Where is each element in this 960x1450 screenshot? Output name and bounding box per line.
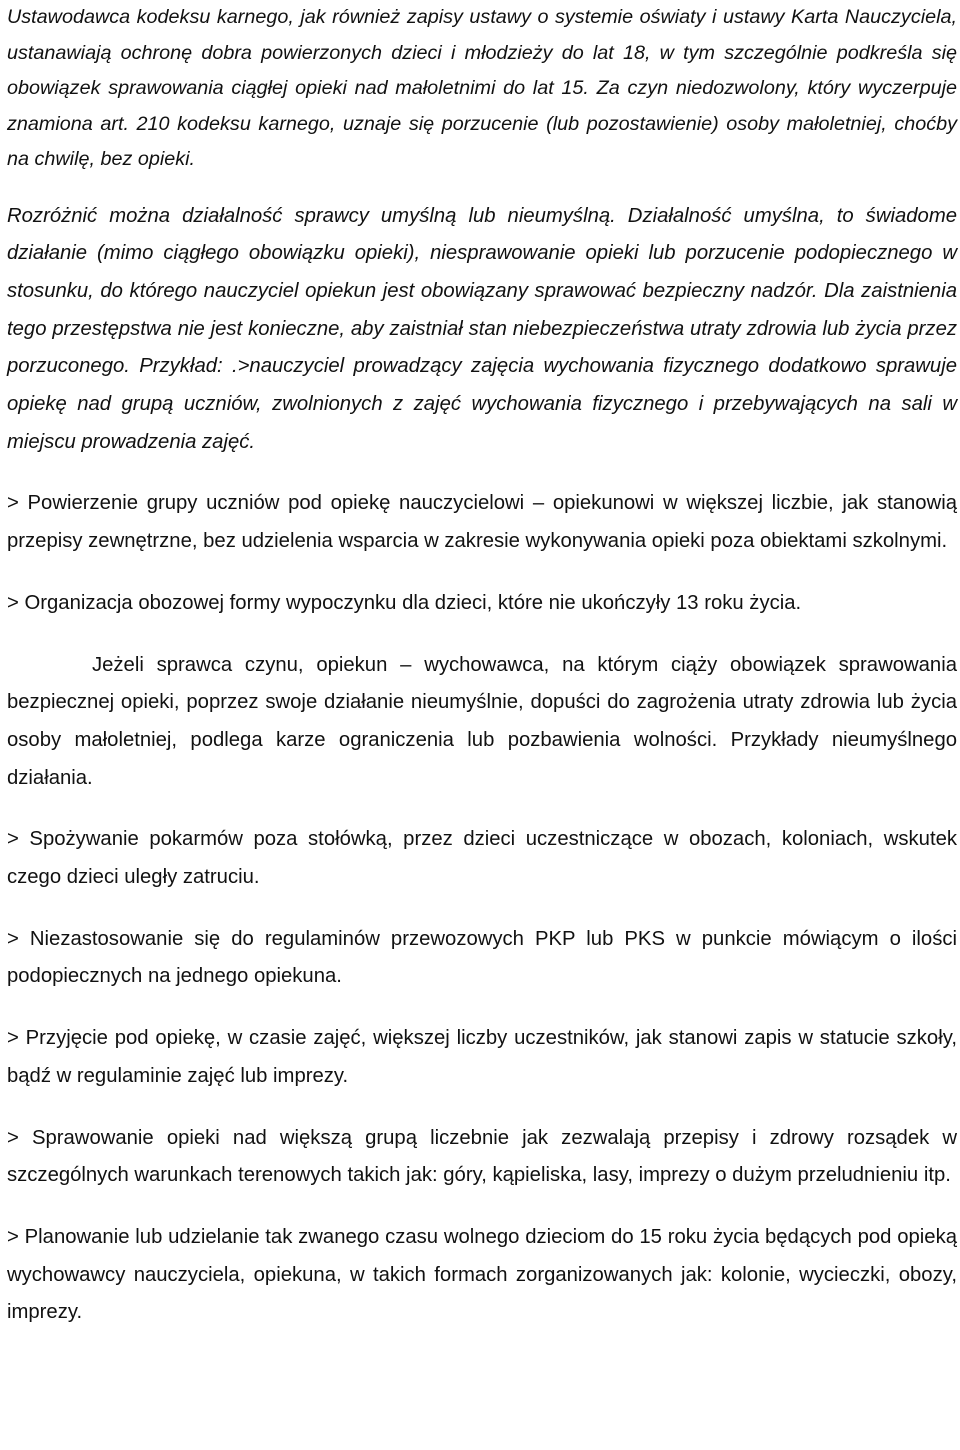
paragraph-intentional-activity: Rozróżnić można działalność sprawcy umyślną lub nieumyślną. Działalność umyślna, to świadome działanie (mimo ciągłego obowiązku opieki), niesprawowanie opieki lub porzucenie podopiecznego w stosunku, do którego nauczyciel opiekun jest obowiązany sprawować bezpieczny nadzór. Dla zaistnienia tego przestępstwa nie jest konieczne, aby zaistniał stan niebezpieczeństwa utraty zdrowia lub życia przez porzuconego. Przykład: .>nauczyciel prowadzący zajęcia wychowania fizycznego dodatkowo sprawuje opiekę nad grupą uczniów, zwolnionych z zajęć wychowania fizycznego i przebywających na sali w miejscu prowadzenia zajęć. [7,204,957,453]
paragraph-example-transport-rules: > Niezastosowanie się do regulaminów przewozowych PKP lub PKS w punkcie mówiącym o ilości podopiecznych na jednego opiekuna. [7,927,957,988]
paragraph-unintentional-activity: Jeżeli sprawca czynu, opiekun – wychowawca, na którym ciąży obowiązek sprawowania bezpiecznej opieki, poprzez swoje działanie nieumyślnie, dopuści do zagrożenia utraty zdrowia lub życia osoby małoletniej, podlega karze ograniczenia lub pozbawienia wolności. Przykłady nieumyślnego działania. [7,653,957,789]
paragraph-example-food: > Spożywanie pokarmów poza stołówką, przez dzieci uczestniczące w obozach, koloniach, wskutek czego dzieci uległy zatruciu. [7,828,957,889]
paragraph-example-free-time: > Planowanie lub udzielanie tak zwanego czasu wolnego dzieciom do 15 roku życia będących pod opieką wychowawcy nauczyciela, opiekuna, w takich formach zorganizowanych jak: kolonie, wycieczki, obozy, imprezy. [7,1225,957,1324]
paragraph-example-terrain-conditions: > Sprawowanie opieki nad większą grupą liczebnie jak zezwalają przepisy i zdrowy rozsądek w szczególnych warunkach terenowych takich jak: góry, kąpieliska, lasy, imprezy o dużym przeludnieniu itp. [7,1126,957,1187]
paragraph-example-group-assignment: > Powierzenie grupy uczniów pod opiekę nauczycielowi – opiekunowi w większej liczbie, jak stanowią przepisy zewnętrzne, bez udzielenia wsparcia w zakresie wykonywania opieki poza obiektami szkolnymi. [7,492,957,553]
document-page [7,0,957,1332]
paragraph-legal-intro: Ustawodawca kodeksu karnego, jak również zapisy ustawy o systemie oświaty i ustawy Karta Nauczyciela, ustanawiają ochronę dobra powierzonych dzieci i młodzieży do lat 18, w tym szczególnie podkreśla się obowiązek sprawowania ciągłej opieki nad małoletnimi do lat 15. Za czyn niedozwolony, który wyczerpuje znamiona art. 210 kodeksu karnego, uznaje się porzucenie (lub pozostawienie) osoby małoletniej, choćby na chwilę, bez opieki. [7,6,957,170]
paragraph-example-too-many-participants: > Przyjęcie pod opiekę, w czasie zajęć, większej liczby uczestników, jak stanowi zapis w statucie szkoły, bądź w regulaminie zajęć lub imprezy. [7,1027,957,1087]
paragraph-example-camp-organization: > Organizacja obozowej formy wypoczynku dla dzieci, które nie ukończyły 13 roku życia. [7,591,802,614]
